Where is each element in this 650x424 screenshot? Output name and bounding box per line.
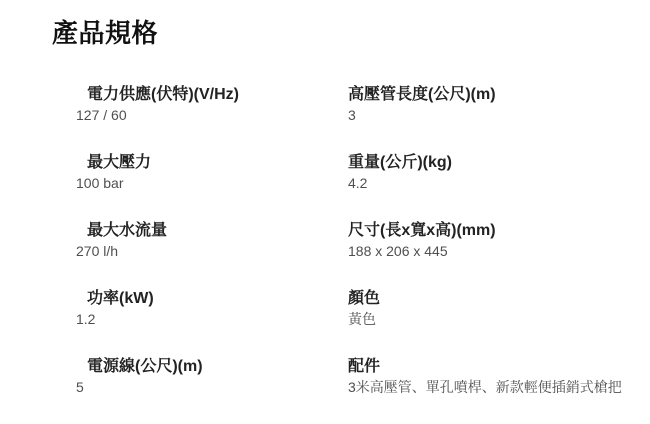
spec-label: 重量(公斤)(kg): [348, 154, 452, 171]
spec-row-power-supply: [76, 84, 348, 126]
spec-value: 100 bar: [76, 175, 124, 191]
spec-value: 127 / 60: [76, 107, 127, 123]
spec-value: 3: [348, 107, 356, 123]
spec-row-power-cord-length: [76, 356, 348, 398]
spec-row-max-pressure: [76, 152, 348, 194]
spec-row-color: [348, 288, 638, 330]
spec-column-left: [76, 84, 348, 424]
spec-value: 黃色: [348, 311, 376, 327]
spec-row-hose-length: [348, 84, 638, 126]
spec-value: 270 l/h: [76, 243, 119, 259]
spec-grid: [0, 84, 650, 424]
spec-row-power-kw: [76, 288, 348, 330]
spec-value: 4.2: [348, 175, 368, 191]
spec-label: 最大水流量: [87, 222, 168, 239]
spec-label: 尺寸(長x寬x高)(mm): [348, 222, 496, 239]
spec-row-max-flow-rate: [76, 220, 348, 262]
page-title: 產品規格: [52, 18, 159, 48]
spec-label: 配件: [348, 358, 381, 375]
spec-label: 高壓管長度(公尺)(m): [348, 86, 496, 103]
spec-label: 顏色: [348, 290, 381, 307]
spec-value: 188 x 206 x 445: [348, 243, 448, 259]
spec-label: 電源線(公尺)(m): [87, 358, 203, 375]
spec-column-right: [348, 84, 638, 424]
spec-label: 功率(kW): [87, 290, 154, 307]
spec-label: 電力供應(伏特)(V/Hz): [87, 86, 239, 103]
spec-value: 3米高壓管、單孔噴桿、新款輕便插銷式槍把: [348, 379, 622, 395]
spec-value: 5: [76, 379, 84, 395]
spec-row-dimensions: [348, 220, 638, 262]
spec-value: 1.2: [76, 311, 96, 327]
spec-row-weight: [348, 152, 638, 194]
spec-label: 最大壓力: [87, 154, 152, 171]
spec-row-accessories: [348, 356, 638, 398]
